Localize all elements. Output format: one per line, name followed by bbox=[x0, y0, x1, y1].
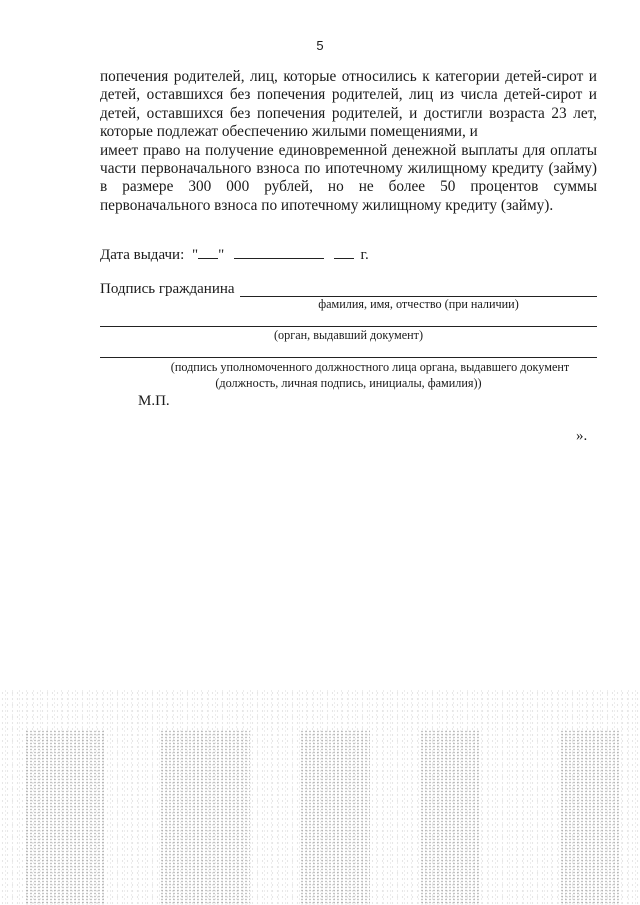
issue-date-row bbox=[100, 244, 369, 264]
year-suffix: г. bbox=[360, 247, 369, 263]
page-number: 5 bbox=[316, 38, 324, 53]
citizen-signature-row bbox=[100, 281, 235, 298]
scan-noise-band bbox=[420, 730, 480, 905]
seal-label: М.П. bbox=[138, 393, 170, 409]
official-signature-caption-2: (должность, личная подпись, инициалы, фамилия)) bbox=[215, 376, 482, 390]
scan-noise-band bbox=[25, 730, 105, 905]
body-text bbox=[100, 68, 597, 215]
day-blank[interactable] bbox=[198, 244, 218, 259]
year-blank[interactable] bbox=[334, 244, 354, 259]
paragraph-2: имеет право на получение единовременной денежной выплаты для оплаты части первоначального взноса по ипотечному жилищному кредиту (займу) в размере 300 000 рублей, но не более 50 процентов суммы первоначального взноса по ипотечному жилищному кредиту (займу). bbox=[100, 141, 597, 214]
issue-date-label: Дата выдачи: bbox=[100, 247, 185, 263]
citizen-name-caption: фамилия, имя, отчество (при наличии) bbox=[318, 297, 519, 311]
citizen-signature-label: Подпись гражданина bbox=[100, 281, 235, 297]
month-blank[interactable] bbox=[234, 244, 324, 259]
closing-mark: ». bbox=[576, 428, 588, 444]
quote-open: " bbox=[192, 247, 199, 263]
scan-noise-band bbox=[300, 730, 370, 905]
quote-close: " bbox=[218, 247, 225, 263]
issuing-authority-line[interactable] bbox=[100, 326, 597, 327]
paragraph-1: попечения родителей, лиц, которые относились к категории детей-сирот и детей, оставшихся без попечения родителей, лиц из числа детей-сирот и детей, оставшихся без попечения родителей, и достигли возраста 23 лет, которые подлежат обеспечению жилыми помещениями, и bbox=[100, 68, 597, 141]
issuing-authority-caption: (орган, выдавший документ) bbox=[273, 328, 424, 342]
scan-noise-band bbox=[560, 730, 620, 905]
official-signature-caption-1: (подпись уполномоченного должностного лица органа, выдавшего документ bbox=[170, 360, 570, 374]
official-signature-line[interactable] bbox=[100, 357, 597, 358]
scan-noise-band bbox=[160, 730, 250, 905]
